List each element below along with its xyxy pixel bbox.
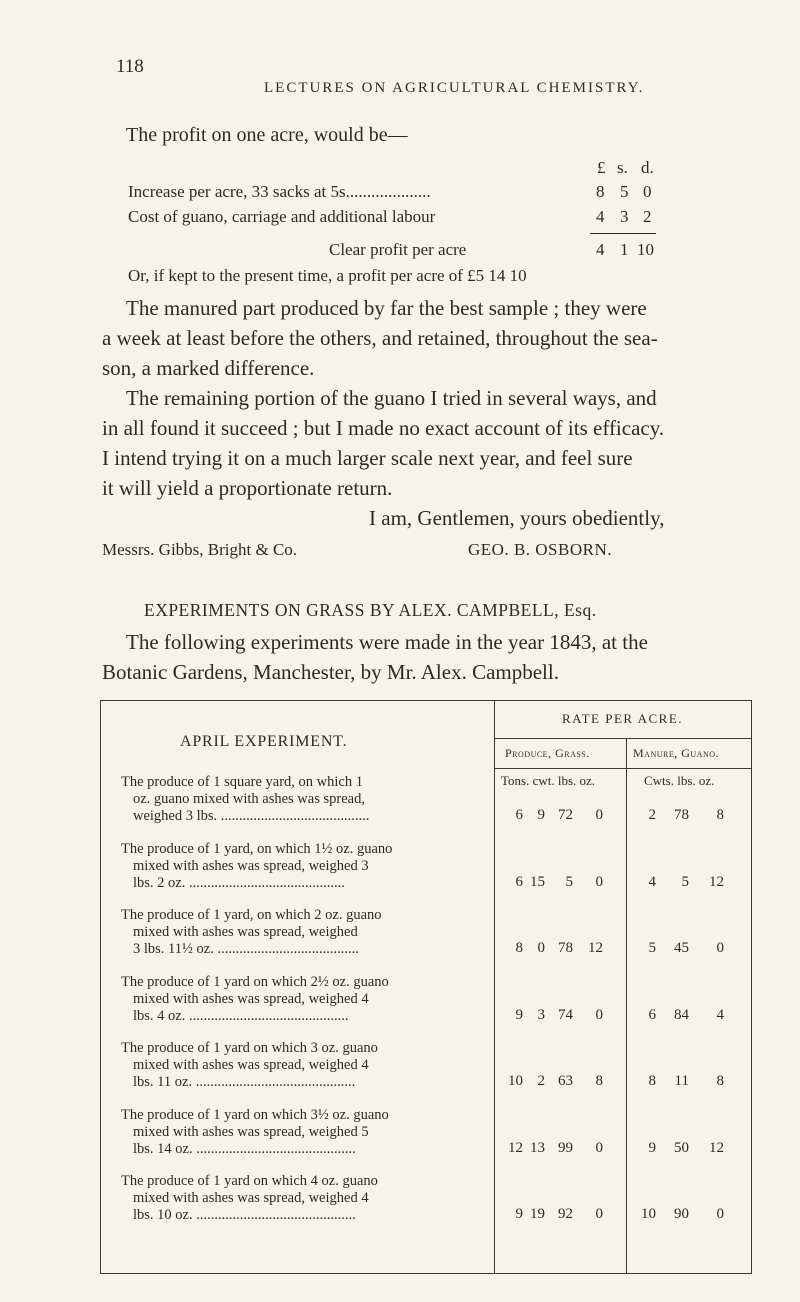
manure-value: 84: [674, 1006, 689, 1023]
manure-value: 12: [709, 873, 724, 890]
p1-line-3: son, a marked difference.: [102, 356, 315, 380]
table-left-title: APRIL EXPERIMENT.: [180, 733, 348, 750]
p2-line-4: it will yield a proportionate return.: [102, 476, 393, 500]
produce-value: 0: [595, 1139, 603, 1156]
produce-value: 13: [530, 1139, 545, 1156]
increase-shillings: 5: [620, 182, 629, 201]
cost-pounds: 4: [596, 207, 605, 226]
produce-value: 99: [558, 1139, 573, 1156]
running-title: LECTURES ON AGRICULTURAL CHEMISTRY.: [264, 80, 645, 96]
section-heading: EXPERIMENTS ON GRASS BY ALEX. CAMPBELL, Esq.: [144, 600, 597, 620]
row-description-line: The produce of 1 yard on which 3½ oz. guano: [121, 1106, 389, 1123]
manure-value: 0: [716, 940, 724, 957]
row-description-line: lbs. 14 oz. ............................................: [133, 1140, 356, 1157]
p1-line-1: The manured part produced by far the best sample ; they were: [126, 296, 647, 320]
produce-value: 78: [558, 940, 573, 957]
row-description-line: lbs. 4 oz. ............................................: [133, 1007, 349, 1024]
row-description-line: The produce of 1 yard on which 2½ oz. guano: [121, 973, 389, 990]
kept-note: Or, if kept to the present time, a profit per acre of £5 14 10: [128, 266, 527, 285]
manure-value: 0: [716, 1206, 724, 1223]
manure-value: 45: [674, 940, 689, 957]
produce-value: 0: [595, 1006, 603, 1023]
manure-value: 2: [648, 807, 656, 824]
row-description-line: lbs. 11 oz. ............................................: [133, 1074, 356, 1091]
produce-value: 19: [530, 1206, 545, 1223]
produce-value: 6: [515, 873, 523, 890]
row-description-line: The produce of 1 yard on which 4 oz. guano: [121, 1173, 378, 1189]
produce-value: 9: [515, 1206, 523, 1223]
manure-header: Manure, Guano.: [633, 746, 719, 760]
increase-pounds: 8: [596, 182, 605, 201]
manure-value: 11: [674, 1073, 689, 1090]
row-description-line: mixed with ashes was spread, weighed 4: [133, 990, 369, 1007]
row-description-line: The produce of 1 yard, on which 2 oz. guano: [121, 907, 382, 923]
produce-value: 8: [515, 940, 523, 957]
profit-intro: The profit on one acre, would be—: [126, 124, 408, 146]
row-description-line: mixed with ashes was spread, weighed 4: [133, 1057, 369, 1074]
section-intro-line-1: The following experiments were made in the year 1843, at the: [126, 630, 648, 654]
section-intro-line-2: Botanic Gardens, Manchester, by Mr. Alex. Campbell.: [102, 660, 559, 684]
produce-value: 9: [515, 1006, 523, 1023]
cost-pence: 2: [643, 207, 652, 226]
produce-value: 72: [558, 807, 573, 824]
row-description-line: The produce of 1 square yard, on which 1: [121, 774, 363, 790]
produce-value: 92: [558, 1206, 573, 1223]
produce-value: 63: [558, 1073, 573, 1090]
manure-value: 5: [681, 873, 689, 890]
rate-header-rule: [494, 738, 751, 739]
row-description-line: weighed 3 lbs. .........................................: [133, 808, 370, 825]
clear-profit-shillings: 1: [620, 240, 629, 259]
profit-line-cost: Cost of guano, carriage and additional labour: [128, 207, 436, 226]
row-description-line: lbs. 2 oz. ...........................................: [133, 874, 345, 891]
produce-value: 0: [595, 1206, 603, 1223]
addressee: Messrs. Gibbs, Bright & Co.: [102, 540, 298, 559]
produce-value: 0: [537, 940, 545, 957]
produce-value: 0: [595, 873, 603, 890]
manure-value: 4: [716, 1006, 724, 1023]
signature: GEO. B. OSBORN.: [468, 540, 612, 559]
increase-pence: 0: [643, 182, 652, 201]
manure-value: 4: [648, 873, 656, 890]
produce-value: 2: [537, 1073, 545, 1090]
produce-value: 8: [595, 1073, 603, 1090]
manure-value: 5: [648, 940, 656, 957]
produce-value: 15: [530, 873, 545, 890]
produce-value: 9: [537, 807, 545, 824]
subheader-rule: [494, 768, 751, 769]
produce-value: 10: [508, 1073, 523, 1090]
produce-value: 74: [558, 1006, 573, 1023]
pence-header: d.: [641, 158, 654, 177]
manure-value: 8: [716, 807, 724, 824]
row-description-line: oz. guano mixed with ashes was spread,: [133, 791, 365, 808]
row-description-line: mixed with ashes was spread, weighed 5: [133, 1123, 369, 1140]
closing: I am, Gentlemen, yours obediently,: [369, 506, 665, 530]
p2-line-2: in all found it succeed ; but I made no exact account of its efficacy.: [102, 416, 665, 440]
row-description-line: mixed with ashes was spread, weighed 3: [133, 857, 369, 874]
row-description-line: 3 lbs. 11½ oz. .......................................: [133, 941, 359, 958]
pounds-header: £: [597, 158, 606, 177]
manure-value: 12: [709, 1139, 724, 1156]
p2-line-1: The remaining portion of the guano I tried in several ways, and: [126, 386, 657, 410]
row-description-line: The produce of 1 yard on which 3 oz. guano: [121, 1040, 378, 1056]
sum-rule: [590, 233, 656, 234]
produce-value: 0: [595, 807, 603, 824]
manure-value: 8: [716, 1073, 724, 1090]
profit-line-increase: Increase per acre, 33 sacks at 5s....................: [128, 182, 431, 201]
manure-units: Cwts. lbs. oz.: [644, 773, 715, 788]
produce-value: 5: [565, 873, 573, 890]
manure-value: 9: [648, 1139, 656, 1156]
clear-profit-pounds: 4: [596, 240, 605, 259]
p2-line-3: I intend trying it on a much larger scale next year, and feel sure: [102, 446, 633, 470]
produce-value: 12: [508, 1139, 523, 1156]
row-description-line: lbs. 10 oz. ............................................: [133, 1207, 356, 1224]
manure-value: 6: [648, 1006, 656, 1023]
cost-shillings: 3: [620, 207, 629, 226]
col-divider-main: [494, 700, 495, 1273]
row-description-line: The produce of 1 yard, on which 1½ oz. guano: [121, 840, 393, 857]
page-number: 118: [116, 56, 144, 77]
row-description-line: mixed with ashes was spread, weighed 4: [133, 1190, 369, 1207]
shillings-header: s.: [617, 158, 628, 177]
manure-value: 8: [648, 1073, 656, 1090]
produce-units: Tons. cwt. lbs. oz.: [501, 773, 596, 788]
manure-value: 90: [674, 1206, 689, 1223]
clear-profit-pence: 10: [637, 240, 654, 259]
rate-header: RATE PER ACRE.: [562, 711, 684, 726]
p1-line-2: a week at least before the others, and retained, throughout the sea-: [102, 326, 658, 350]
produce-value: 3: [537, 1006, 545, 1023]
manure-value: 78: [674, 807, 689, 824]
manure-value: 50: [674, 1139, 689, 1156]
row-description-line: mixed with ashes was spread, weighed: [133, 924, 358, 941]
produce-value: 6: [515, 807, 523, 824]
produce-header: Produce, Grass.: [505, 746, 590, 760]
manure-value: 10: [641, 1206, 656, 1223]
clear-profit-label: Clear profit per acre: [329, 240, 467, 259]
produce-value: 12: [588, 940, 603, 957]
